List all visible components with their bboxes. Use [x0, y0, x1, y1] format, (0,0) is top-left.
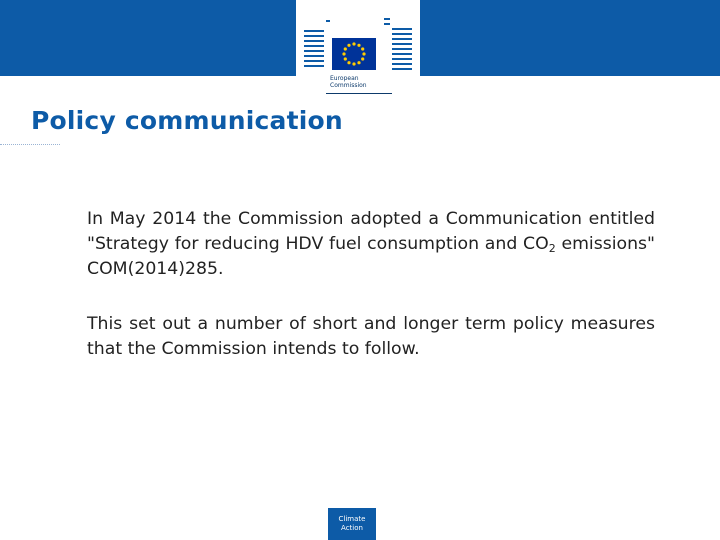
logo-wordmark: [330, 75, 390, 89]
european-commission-logo: [296, 0, 420, 100]
paragraph-communication: [87, 207, 655, 282]
paragraph-1-text-end: emissions" COM(2014)285.: [87, 234, 655, 279]
paragraph-1-text: In May 2014 the Commission adopted a Communication entitled "Strategy for reducing HDV fuel consumption and CO: [87, 209, 655, 254]
logo-underline: [326, 93, 392, 94]
title-divider: [0, 144, 60, 145]
logo-line-2: Commission: [330, 82, 367, 89]
page-title: Policy communication: [31, 106, 343, 135]
co2-subscript: 2: [548, 242, 556, 255]
paragraph-measures: This set out a number of short and longer term policy measures that the Commission intends to follow.: [87, 314, 655, 359]
badge-line-1: Climate: [338, 515, 366, 523]
logo-line-1: European: [330, 75, 359, 82]
climate-action-badge: [328, 508, 376, 540]
badge-line-2: Action: [341, 524, 363, 532]
